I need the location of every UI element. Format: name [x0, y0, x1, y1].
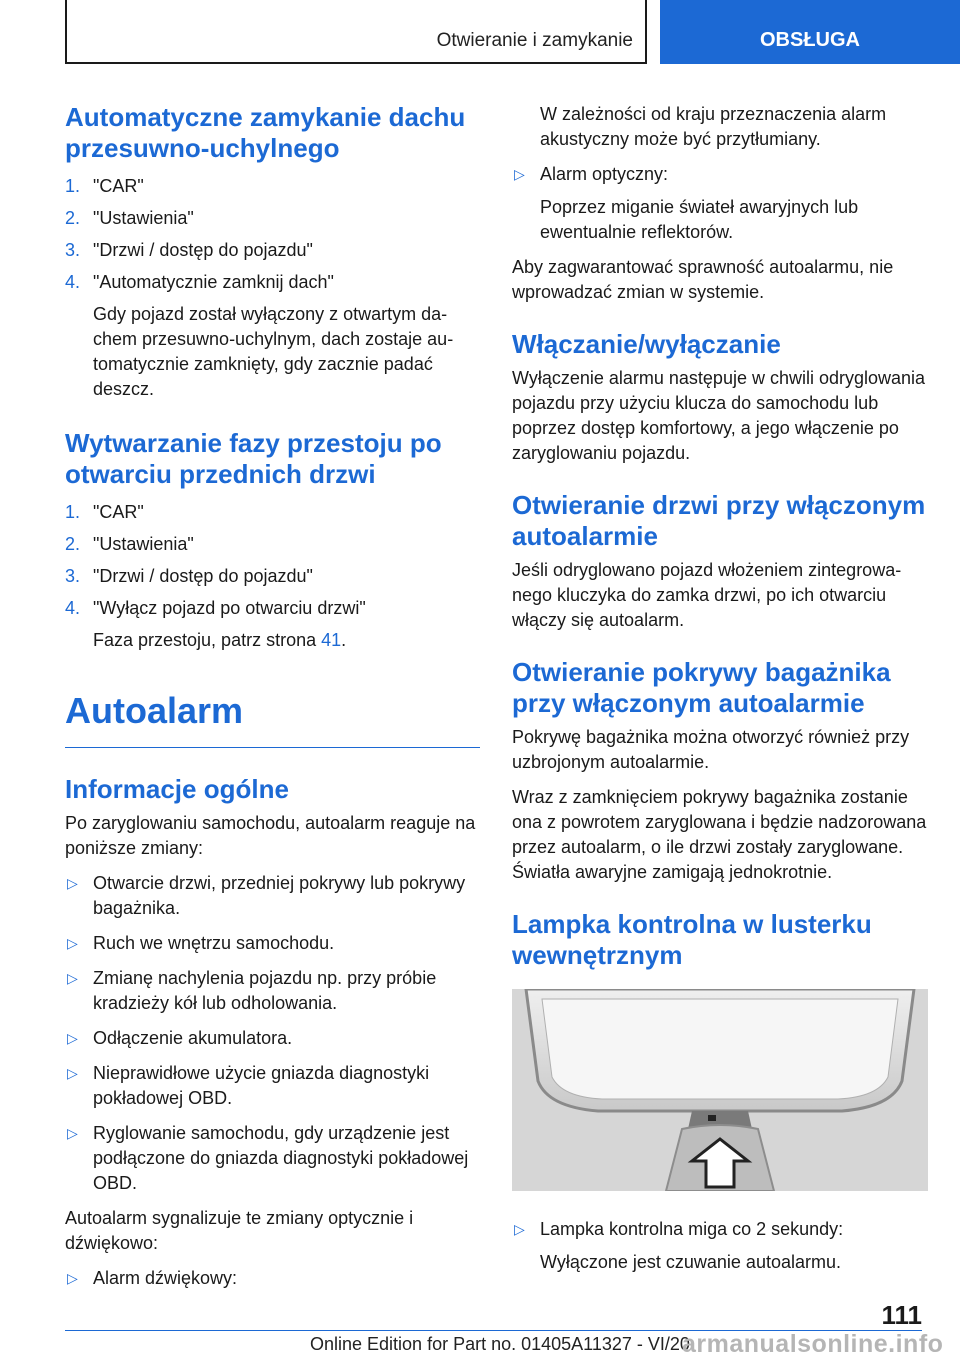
step-text: "Drzwi / dostęp do pojazdu" — [93, 566, 313, 586]
step-text: "Wyłącz pojazd po otwarciu drzwi" — [93, 598, 366, 618]
general-outro: Autoalarm sygnalizuje te zmiany optycznie i dźwiękowo: — [65, 1208, 414, 1253]
triangle-bullet-icon: ▷ — [67, 1125, 78, 1141]
triangle-bullet-icon: ▷ — [67, 935, 78, 951]
step-number: 3. — [65, 566, 81, 586]
watermark: armanualsonline.info — [682, 1330, 944, 1358]
list-item — [512, 162, 930, 245]
page-link[interactable]: 41 — [321, 630, 342, 650]
list-item — [512, 1217, 930, 1275]
step-number: 2. — [65, 208, 81, 228]
list-item — [65, 931, 480, 956]
heading-indicator-lamp: Lampka kontrolna w lusterku wewnętrznym — [512, 909, 872, 970]
list-text: Alarm optyczny: — [540, 164, 669, 184]
step-item — [65, 238, 480, 263]
list-text: Alarm dźwiękowy: — [93, 1268, 238, 1288]
step-item — [65, 564, 480, 589]
steps-standby-phase — [65, 500, 480, 653]
trunk-armed-text-2: Wraz z zamknięciem pokrywy bagażnika zostanie ona z powrotem zaryglowana i będzie nadzorowana przez autoalarm, o ile drzwi zostały zaryglowane. Światła awaryjne zamigają jednokrotnie. — [512, 787, 927, 882]
list-text: Zmianę nachylenia pojazdu np. przy próbie kradzieży kół lub odholowania. — [93, 968, 437, 1013]
triangle-bullet-icon: ▷ — [67, 1030, 78, 1046]
indicator-led-icon — [708, 1115, 716, 1121]
heading-standby-phase: Wytwarzanie fazy przestoju po otwarciu przednich drzwi — [65, 428, 442, 489]
rearview-mirror-image — [512, 989, 928, 1191]
triangle-bullet-icon: ▷ — [67, 875, 78, 891]
chapter-rule — [65, 747, 480, 748]
list-item — [65, 1266, 480, 1291]
triangle-bullet-icon: ▷ — [67, 1270, 78, 1286]
step-item — [65, 206, 480, 231]
list-text: Otwarcie drzwi, przedniej pokrywy lub pokrywy bagażnika. — [93, 873, 466, 918]
step-item — [65, 174, 480, 199]
optical-alarm-list — [512, 162, 930, 245]
list-item — [65, 871, 480, 921]
step-number: 4. — [65, 272, 81, 292]
step-number: 1. — [65, 502, 81, 522]
left-column — [65, 102, 480, 1301]
step-text: "Ustawienia" — [93, 534, 194, 554]
list-text: Ruch we wnętrzu samochodu. — [93, 933, 335, 953]
alarm-type-list — [65, 1266, 480, 1291]
acoustic-alarm-note: W zależności od kraju przeznaczenia alarm akustyczny może być przytłumiany. — [540, 104, 887, 149]
note-suffix: . — [341, 630, 347, 650]
triangle-bullet-icon: ▷ — [514, 166, 525, 182]
heading-general-info: Informacje ogólne — [65, 774, 289, 804]
step-text: "CAR" — [93, 176, 144, 196]
list-subtext: Wyłączone jest czuwanie autoalarmu. — [540, 1252, 841, 1272]
list-item — [65, 966, 480, 1016]
trunk-armed-text-1: Pokrywę bagażnika można otworzyć również przy uzbrojonym autoalarmie. — [512, 727, 910, 772]
step-note — [93, 628, 480, 653]
page-number: 111 — [881, 1300, 922, 1330]
chapter-title: Autoalarm — [65, 690, 244, 731]
on-off-text: Wyłączenie alarmu następuje w chwili odryglowania pojazdu przy użyciu klucza do samochodu lub poprzez dostęp komfortowy, a jego włączenie po zaryglowaniu pojazdu. — [512, 368, 926, 463]
step-item — [65, 596, 480, 653]
mirror-illustration — [512, 989, 928, 1191]
warranty-text: Aby zagwarantować sprawność autoalarmu, nie wprowadzać zmian w systemie. — [512, 257, 894, 302]
triangle-bullet-icon: ▷ — [67, 1065, 78, 1081]
step-number: 2. — [65, 534, 81, 554]
step-item — [65, 532, 480, 557]
list-text: Nieprawidłowe użycie gniazda diagnostyki pokładowej OBD. — [93, 1063, 430, 1108]
step-text: "Drzwi / dostęp do pojazdu" — [93, 240, 313, 260]
list-text: Ryglowanie samochodu, gdy urządzenie jest podłączone do gniazda diagnostyki pokładowej OBD. — [93, 1123, 469, 1193]
step-item — [65, 270, 480, 402]
general-intro: Po zaryglowaniu samochodu, autoalarm reaguje na poniższe zmiany: — [65, 813, 476, 858]
step-text: "Automatycznie zamknij dach" — [93, 272, 334, 292]
header-section-title: Otwieranie i zamykanie — [436, 30, 633, 51]
list-item — [65, 1026, 480, 1051]
step-note: Gdy pojazd został wyłączony z otwartym dachem przesuwno-uchylnym, dach zostaje automatycznie zamknięty, gdy zacznie padać deszcz. — [93, 304, 454, 399]
step-number: 1. — [65, 176, 81, 196]
note-text: Faza przestoju, patrz strona — [93, 630, 322, 650]
alarm-trigger-list — [65, 871, 480, 1196]
right-column — [512, 102, 930, 1285]
step-text: "Ustawienia" — [93, 208, 194, 228]
header-box — [65, 0, 647, 64]
lamp-list — [512, 1217, 930, 1275]
list-text: Odłączenie akumulatora. — [93, 1028, 293, 1048]
step-item — [65, 500, 480, 525]
heading-on-off: Włączanie/wyłączanie — [512, 329, 781, 359]
triangle-bullet-icon: ▷ — [67, 970, 78, 986]
list-subtext: Poprzez miganie świateł awaryjnych lub ewentualnie reflektorów. — [540, 197, 859, 242]
list-item — [65, 1121, 480, 1196]
footer-edition: Online Edition for Part no. 01405A11327 - VI/20 — [310, 1334, 690, 1354]
heading-doors-armed: Otwieranie drzwi przy włączonym autoalarmie — [512, 490, 926, 551]
doors-armed-text: Jeśli odryglowano pojazd włożeniem zintegrowanego kluczyka do zamka drzwi, po ich otwarciu włączy się autoalarm. — [512, 560, 902, 630]
step-number: 4. — [65, 598, 81, 618]
heading-trunk-armed: Otwieranie pokrywy bagażnika przy włączonym autoalarmie — [512, 657, 891, 718]
list-text: Lampka kontrolna miga co 2 sekundy: — [540, 1219, 844, 1239]
step-number: 3. — [65, 240, 81, 260]
header-tab[interactable]: OBSŁUGA — [660, 0, 960, 64]
triangle-bullet-icon: ▷ — [514, 1221, 525, 1237]
heading-auto-close-roof: Automatyczne zamykanie dachu przesuwno-uchylnego — [65, 102, 466, 163]
step-text: "CAR" — [93, 502, 144, 522]
steps-auto-close-roof — [65, 174, 480, 402]
list-item — [65, 1061, 480, 1111]
